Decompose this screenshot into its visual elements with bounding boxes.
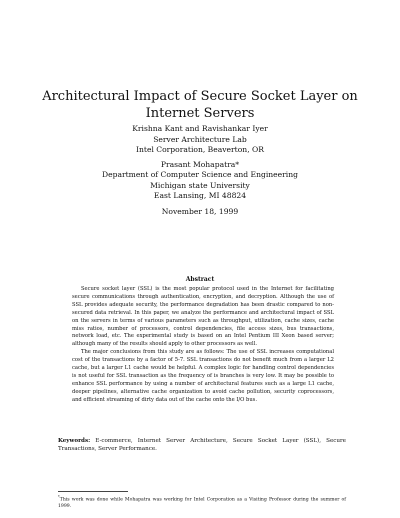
footnote-divider: [58, 491, 128, 492]
abstract-paragraph-1: Secure socket layer (SSL) is the most popular protocol used in the Internet for facilitating secure communications through authentication, encryption, and decryption. Although the use of SSL provides adequate security, the performance degradation has been drastic compared to non-secured data retrieval. In this paper, we analyze the performance and architectural impact of SSL on the servers in terms of various parameters such as throughput, utilization, cache sizes, cache miss ratios, number of processors, control dependencies, file access sizes, bus transactions, network load, etc. The experimental study is based on an Intel Pentium III Xeon based server; although many of the results should apply to other processors as well.: [72, 286, 334, 348]
abstract-paragraph-2: The major conclusions from this study are as follows: The use of SSL increases computational cost of the transactions by a factor of 5-7. SSL transactions do not benefit much from a larger L2 cache, but a larger L1 cache would be helpful. A complex logic for handling control dependencies is not useful for SSL transaction as the frequency of is branches is very low. It may be possible to enhance SSL performance by using a number of architectural features such as a large L1 cache, deeper pipelines, alternative cache organization to avoid cache pollution, security coprocessors, and efficient streaming of dirty data out of the cache onto the I/O bus.: [72, 349, 334, 403]
keywords: [58, 437, 346, 453]
paper-date: November 18, 1999: [161, 207, 239, 216]
author2-location: East Lansing, MI 48824: [153, 191, 247, 200]
footnote-mark: *: [58, 495, 60, 499]
author2-name: Prasant Mohapatra*: [160, 159, 240, 169]
keywords-text: E-commerce, Internet Server Architecture, Secure Socket Layer (SSL), Secure Transactions, Server Performance.: [58, 438, 346, 452]
author2-department: Department of Computer Science and Engineering: [102, 170, 298, 179]
author-names: Krishna Kant and Ravishankar Iyer: [132, 124, 268, 133]
keywords-label: Keywords:: [58, 438, 91, 444]
author-affiliation: Intel Corporation, Beaverton, OR: [136, 145, 264, 154]
paper-title: [40, 88, 360, 122]
footnote: [58, 494, 346, 510]
author-block: [40, 124, 360, 202]
footnote-text: This work was done while Mohapatra was working for Intel Corporation as a Visiting Professor during the summer of 1999.: [58, 497, 346, 509]
author-lab: Server Architecture Lab: [153, 134, 247, 144]
abstract-body: [72, 286, 334, 405]
abstract-heading: Abstract: [185, 276, 215, 283]
title-line-1: Architectural Impact of Secure Socket Layer on: [42, 89, 358, 104]
title-line-2: Internet Servers: [145, 106, 255, 121]
author2-university: Michigan state University: [150, 180, 250, 190]
